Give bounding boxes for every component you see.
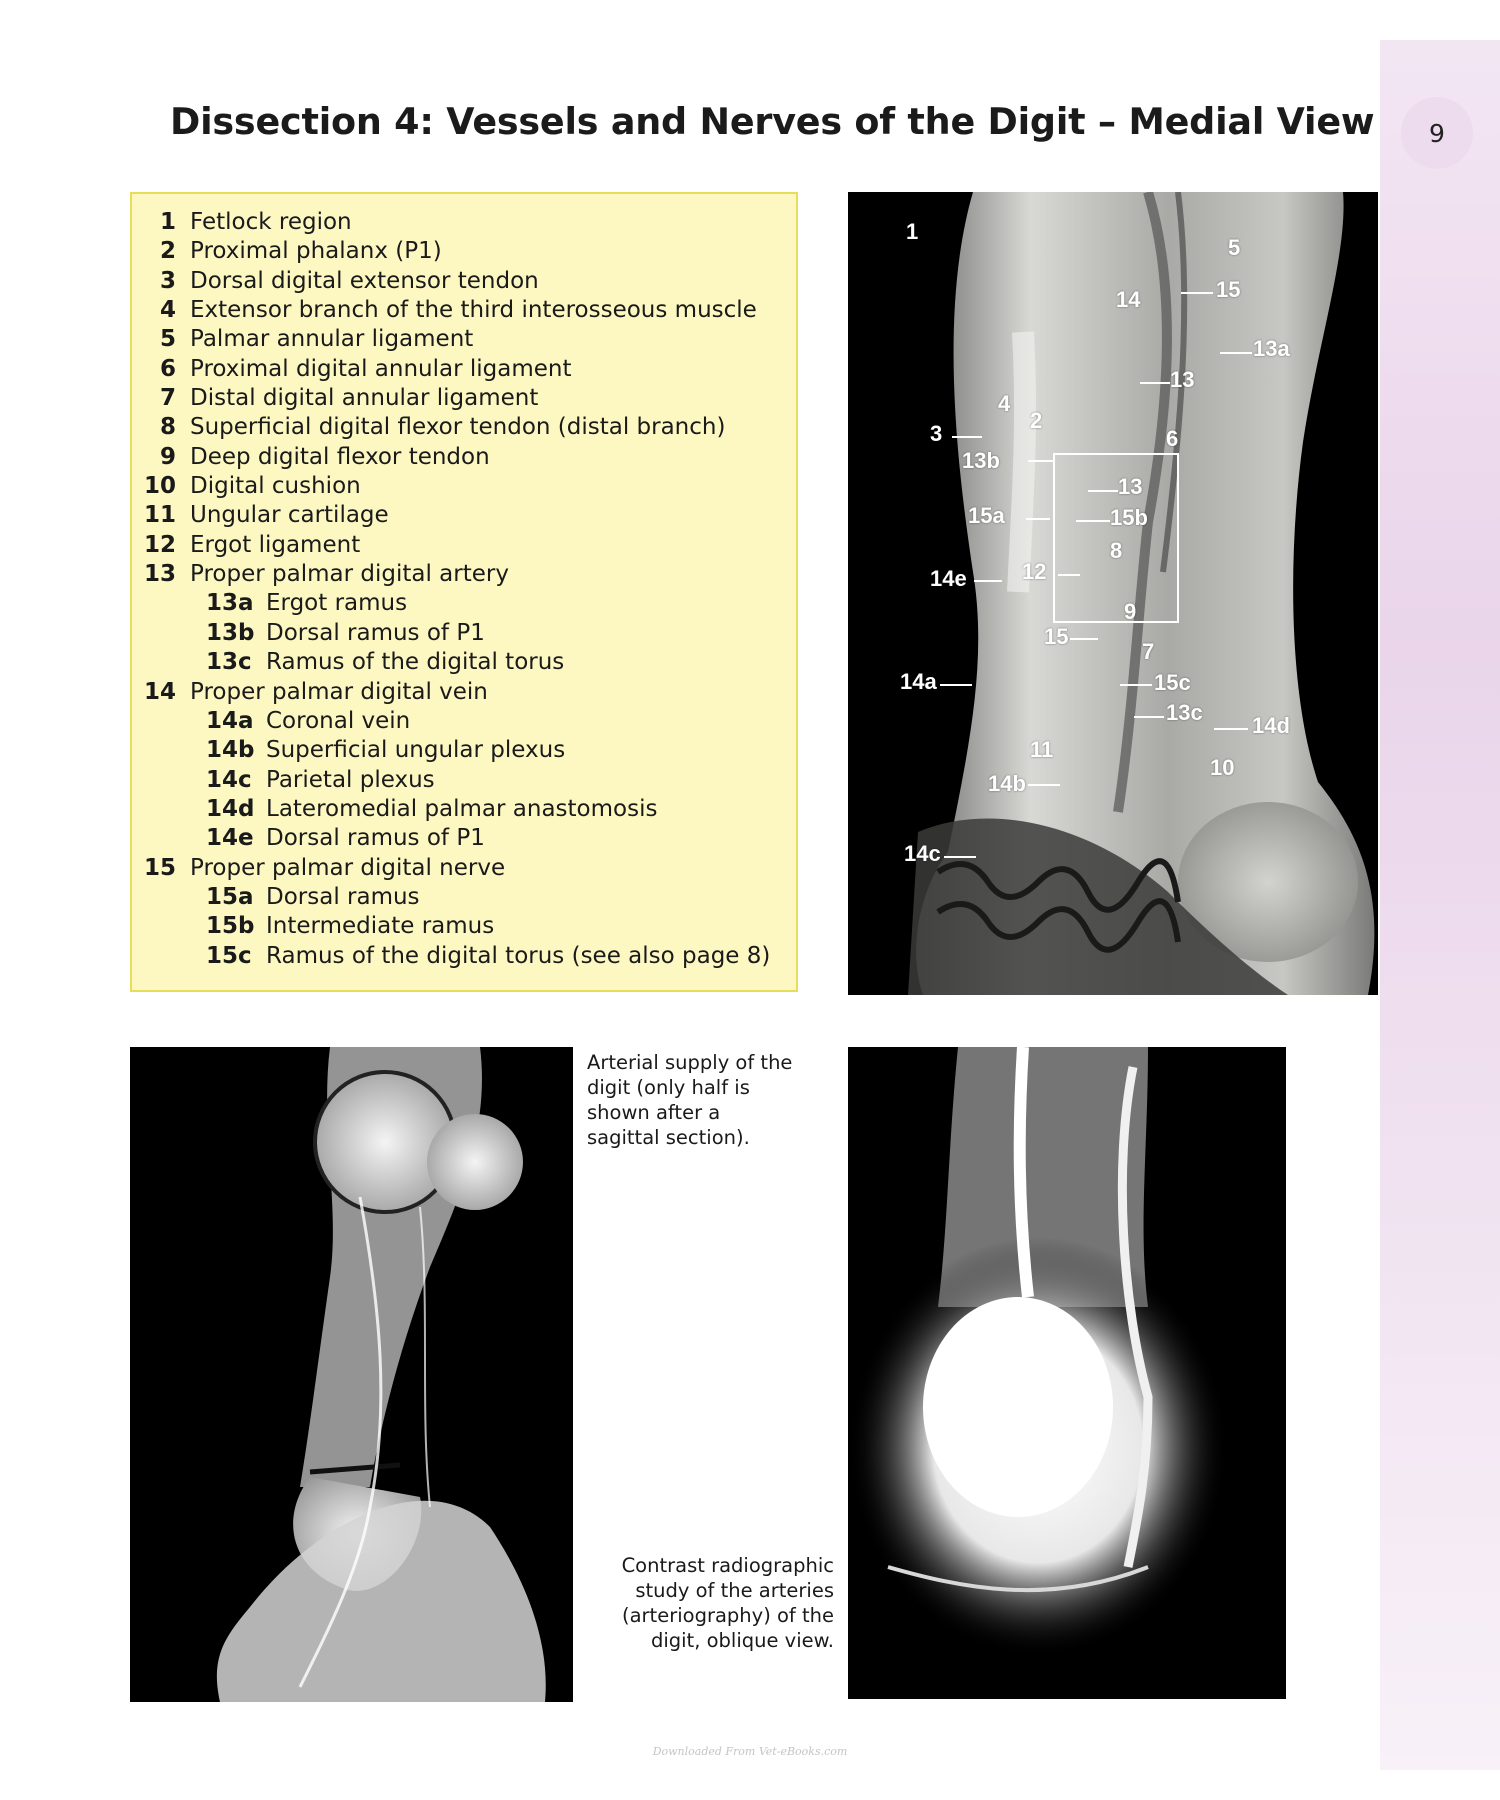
legend-item bbox=[132, 678, 796, 707]
legend-item-number: 2 bbox=[159, 238, 176, 265]
label-leader-line bbox=[974, 580, 1002, 582]
dissection-label: 13b bbox=[962, 448, 1000, 473]
legend-item-text: Proximal phalanx (P1) bbox=[190, 238, 442, 265]
legend-item-text: Dorsal ramus of P1 bbox=[266, 619, 485, 646]
legend-item-text: Ungular cartilage bbox=[190, 502, 389, 529]
legend-item-text: Ergot ramus bbox=[266, 590, 408, 617]
label-leader-line bbox=[1026, 518, 1050, 520]
side-color-band bbox=[1380, 40, 1500, 1770]
dissection-label: 2 bbox=[1030, 408, 1043, 433]
label-leader-line bbox=[1140, 382, 1170, 384]
legend-item-number: 10 bbox=[143, 473, 176, 500]
label-leader-line bbox=[1120, 684, 1152, 686]
dissection-label: 4 bbox=[998, 391, 1011, 416]
legend-item bbox=[132, 237, 796, 266]
arteriogram-oblique bbox=[848, 1047, 1286, 1699]
legend-item-text: Superficial digital flexor tendon (distal branch) bbox=[190, 414, 726, 441]
legend-item-number: 9 bbox=[159, 443, 176, 470]
legend-item-text: Ramus of the digital torus bbox=[266, 649, 565, 676]
legend-item: 14a Coronal vein bbox=[206, 707, 411, 734]
label-leader-line bbox=[1028, 460, 1054, 462]
legend-item bbox=[132, 208, 796, 237]
legend-item bbox=[132, 531, 796, 560]
page-number-badge: 9 bbox=[1401, 97, 1473, 169]
dissection-label: 14b bbox=[988, 771, 1026, 796]
legend-item-text: Proximal digital annular ligament bbox=[190, 355, 572, 382]
dissection-label: 10 bbox=[1210, 755, 1235, 780]
dissection-photo bbox=[848, 192, 1378, 995]
dissection-label: 3 bbox=[930, 421, 943, 446]
dissection-label: 14d bbox=[1252, 713, 1290, 738]
legend-item: 14e Dorsal ramus of P1 bbox=[206, 825, 485, 852]
legend-item bbox=[132, 472, 796, 501]
legend-item bbox=[132, 355, 796, 384]
label-leader-line bbox=[940, 684, 972, 686]
legend-item-number: 14 bbox=[143, 678, 176, 705]
dissection-label: 5 bbox=[1228, 235, 1241, 260]
legend-item: 14c Parietal plexus bbox=[206, 766, 435, 793]
legend-item-number: 8 bbox=[159, 414, 176, 441]
legend-item: 14d Lateromedial palmar anastomosis bbox=[206, 795, 658, 822]
legend-item-text: Extensor branch of the third interosseous muscle bbox=[190, 297, 757, 324]
legend-item-text: Proper palmar digital nerve bbox=[190, 854, 506, 881]
legend-item-text: Dorsal ramus of P1 bbox=[266, 825, 485, 852]
dissection-label: 14 bbox=[1116, 287, 1141, 312]
legend-item-number: 11 bbox=[143, 502, 176, 529]
dissection-label: 15a bbox=[968, 503, 1005, 528]
dissection-label: 15c bbox=[1154, 670, 1191, 695]
label-leader-line bbox=[952, 436, 982, 438]
legend-item-text: Proper palmar digital vein bbox=[190, 678, 488, 705]
caption-contrast-radiographic bbox=[620, 1553, 834, 1653]
legend-item bbox=[132, 325, 796, 354]
legend-item-number: 1 bbox=[159, 209, 176, 235]
arteriogram-sagittal bbox=[130, 1047, 573, 1702]
label-leader-line bbox=[944, 856, 976, 858]
page-title: Dissection 4: Vessels and Nerves of the Digit – Medial View bbox=[170, 100, 1375, 143]
dissection-label: 6 bbox=[1166, 426, 1179, 451]
legend-item bbox=[132, 384, 796, 413]
legend-item-number: 12 bbox=[143, 531, 176, 558]
legend-item: 15b Intermediate ramus bbox=[206, 913, 495, 940]
arteriogram-left-illustration bbox=[130, 1047, 573, 1702]
dissection-label: 12 bbox=[1022, 559, 1047, 584]
legend-item bbox=[132, 413, 796, 442]
label-leader-line bbox=[1214, 728, 1248, 730]
legend-item bbox=[132, 501, 796, 530]
dissection-label: 1 bbox=[906, 219, 919, 244]
legend-box bbox=[130, 192, 798, 992]
legend-item-number: 13 bbox=[143, 561, 176, 588]
legend-item bbox=[132, 296, 796, 325]
dissection-label: 15b bbox=[1110, 505, 1148, 530]
legend-item-text: Ramus of the digital torus (see also page 8) bbox=[266, 942, 771, 969]
label-leader-line bbox=[1134, 716, 1164, 718]
dissection-label: 7 bbox=[1142, 639, 1155, 664]
dissection-illustration bbox=[848, 192, 1378, 995]
caption-contrast-text: Contrast radiographic study of the arteries (arteriography) of the digit, oblique view. bbox=[621, 1554, 834, 1652]
legend-item bbox=[132, 443, 796, 472]
legend-item: 15a Dorsal ramus bbox=[206, 883, 420, 910]
label-leader-line bbox=[1070, 638, 1098, 640]
legend-item-text: Palmar annular ligament bbox=[190, 326, 474, 353]
dissection-label: 13 bbox=[1118, 474, 1143, 499]
legend-item-number: 4 bbox=[159, 297, 176, 324]
arteriogram-right-illustration bbox=[848, 1047, 1286, 1699]
dissection-label: 14c bbox=[904, 841, 941, 866]
legend-item-text: Deep digital flexor tendon bbox=[190, 443, 490, 470]
legend-item: 13a Ergot ramus bbox=[206, 590, 408, 617]
legend-list bbox=[132, 208, 796, 971]
download-footer: Downloaded From Vet-eBooks.com bbox=[652, 1745, 848, 1758]
dissection-label: 8 bbox=[1110, 538, 1123, 563]
caption-arterial-supply: Arterial supply of the digit (only half is shown after a sagittal section). bbox=[587, 1051, 793, 1149]
legend-item: 13c Ramus of the digital torus bbox=[206, 649, 565, 676]
dissection-label: 15 bbox=[1044, 624, 1069, 649]
legend-item-number: 5 bbox=[159, 326, 176, 353]
dissection-label: 11 bbox=[1030, 737, 1054, 762]
label-leader-line bbox=[1058, 574, 1080, 576]
legend-item: 14b Superficial ungular plexus bbox=[206, 737, 566, 764]
legend-item bbox=[132, 854, 796, 883]
legend-item-number: 3 bbox=[159, 267, 176, 294]
label-leader-line bbox=[1088, 490, 1118, 492]
legend-item-text: Coronal vein bbox=[266, 707, 411, 734]
label-leader-line bbox=[1220, 352, 1252, 354]
legend-item-text: Dorsal ramus bbox=[266, 883, 420, 910]
legend-item-text: Proper palmar digital artery bbox=[190, 561, 509, 588]
legend-item-text: Distal digital annular ligament bbox=[190, 385, 539, 412]
label-leader-line bbox=[1181, 292, 1213, 294]
dissection-label: 14a bbox=[900, 669, 937, 694]
legend-item-text: Ergot ligament bbox=[190, 531, 361, 558]
dissection-label: 13c bbox=[1166, 700, 1203, 725]
legend-item-number: 15 bbox=[143, 854, 176, 881]
legend-item-text: Superficial ungular plexus bbox=[266, 737, 566, 764]
legend-item-text: Dorsal digital extensor tendon bbox=[190, 267, 539, 294]
legend-item-text: Fetlock region bbox=[190, 209, 352, 235]
legend-item-text: Lateromedial palmar anastomosis bbox=[266, 795, 658, 822]
label-leader-line bbox=[1028, 784, 1060, 786]
legend-item: 15c Ramus of the digital torus (see also page 8) bbox=[206, 942, 771, 969]
legend-item bbox=[132, 560, 796, 589]
dissection-label: 14e bbox=[930, 566, 967, 591]
label-leader-line bbox=[1076, 520, 1110, 522]
legend-item-text: Digital cushion bbox=[190, 473, 361, 500]
legend-item-text: Parietal plexus bbox=[266, 766, 435, 793]
legend-item-number: 7 bbox=[159, 385, 176, 412]
dissection-label: 13a bbox=[1253, 336, 1290, 361]
legend-item-text: Intermediate ramus bbox=[266, 913, 495, 940]
dissection-label: 13 bbox=[1170, 367, 1195, 392]
legend-item: 13b Dorsal ramus of P1 bbox=[206, 619, 485, 646]
dissection-label: 9 bbox=[1124, 599, 1137, 624]
dissection-label: 15 bbox=[1216, 277, 1241, 302]
legend-item bbox=[132, 267, 796, 296]
legend-item-number: 6 bbox=[159, 355, 176, 382]
